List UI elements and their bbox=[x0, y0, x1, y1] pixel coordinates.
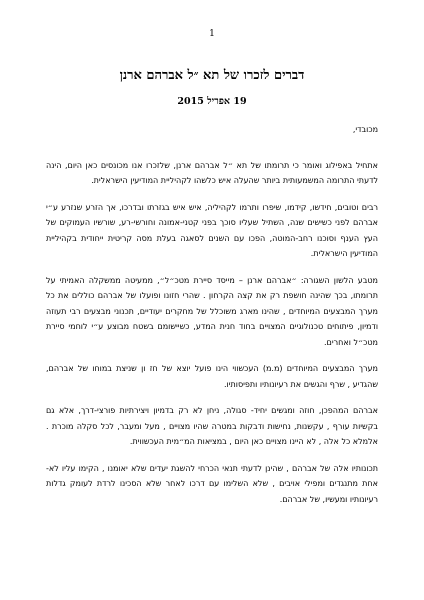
paragraph-1: אתחיל באפילוג ואומר כי תרומתו של תא ״ל אברהם ארנן, שלזכרו אנו מכונסים כאן היום, הינה לדעתי התרומה המשמעותית ביותר שהעלה איש כלשהו לקהיליית המודיעין הישראלית. bbox=[46, 160, 378, 185]
page-number: 1 bbox=[209, 29, 215, 39]
document-title: דברים לזכרו של תא ״ל אברהם ארנן bbox=[119, 68, 305, 83]
document-date: 19 אפריל 2015 bbox=[177, 96, 247, 107]
paragraph-3: מטבע הלשון השגורה: ״אברהם ארנן – מייסד סיירת מטכ״ל״, ממעיטה ממשקלה האמיתי על תרומתו, בכך שהינה חושפת רק את קצה הקרחון . שהרי חזונו ופועלו של אברהם כוללים את כל מערך המבצעים המיוחדים , שהינו מארג משוכלל של מחקרים יעודיים, תכנוני מבצעים רבי תעוזה ודמיון, פיתוחים טכנולוגיים המצויים בחוד חנית המדע, כשיישומם בשטח מבוצע ע״י לוחמי סיירת מטכ״ל ואחרים. bbox=[46, 275, 378, 347]
paragraph-2: רבים וטובים, חידשו, קידמו, שיפרו ותרמו לקהיליה, איש איש בגזרתו ובדרכו, אך הזרע שנזרע ע״י אברהם לפני כשישים שנה, השתיל שעליו סוכך בפני קטני-אמונה וחורשי-רע, שורשיו העמוקים של העץ הענף וסוכנו רחב-המוטה, הפכו עם השנים לסאגה בעלת מסה קריטית ייחודית בקהיליית המודיעין הישראלית. bbox=[46, 202, 378, 258]
paragraph-5: אברהם המהפכן, חוזה ומגשים יחיד- סגולה, ניחן לא רק בדמיון ויצירתיות פורצי-דרך, אלא גם בקשיות עורף , עקשנות, נחישות ודבקות במטרה שהיו מצויים , מעל ומעבר, לכל סקלה מוכרת . אלמלא כל אלה , לא היינו מצויים כאן היום , במציאות המ״מית העכשווית. bbox=[46, 406, 378, 446]
salutation: מכובדי, bbox=[352, 125, 378, 134]
paragraph-6: תכונותיו אלה של אברהם , שהינן לדעתי תנאי הכרחי להשגת יעדים שלא יאומנו , הקימו עליו לא- אחת מתנגדים ומפילי אויבים , שלא השלימו עם דרכו לאחר שלא הסכינו לרדת לעומק גדלות רעיונותיו ומעשיו, של אברהם. bbox=[46, 463, 378, 504]
document-body bbox=[46, 122, 378, 518]
paragraph-4: מערך המבצעים המיוחדים (מ.מ) העכשווי הינו פועל יוצא של חז ון שניצת במוחו של אברהם, שהגדיע , שרף והגשים את רעיונותיו ותפיסותיו. bbox=[46, 364, 378, 389]
